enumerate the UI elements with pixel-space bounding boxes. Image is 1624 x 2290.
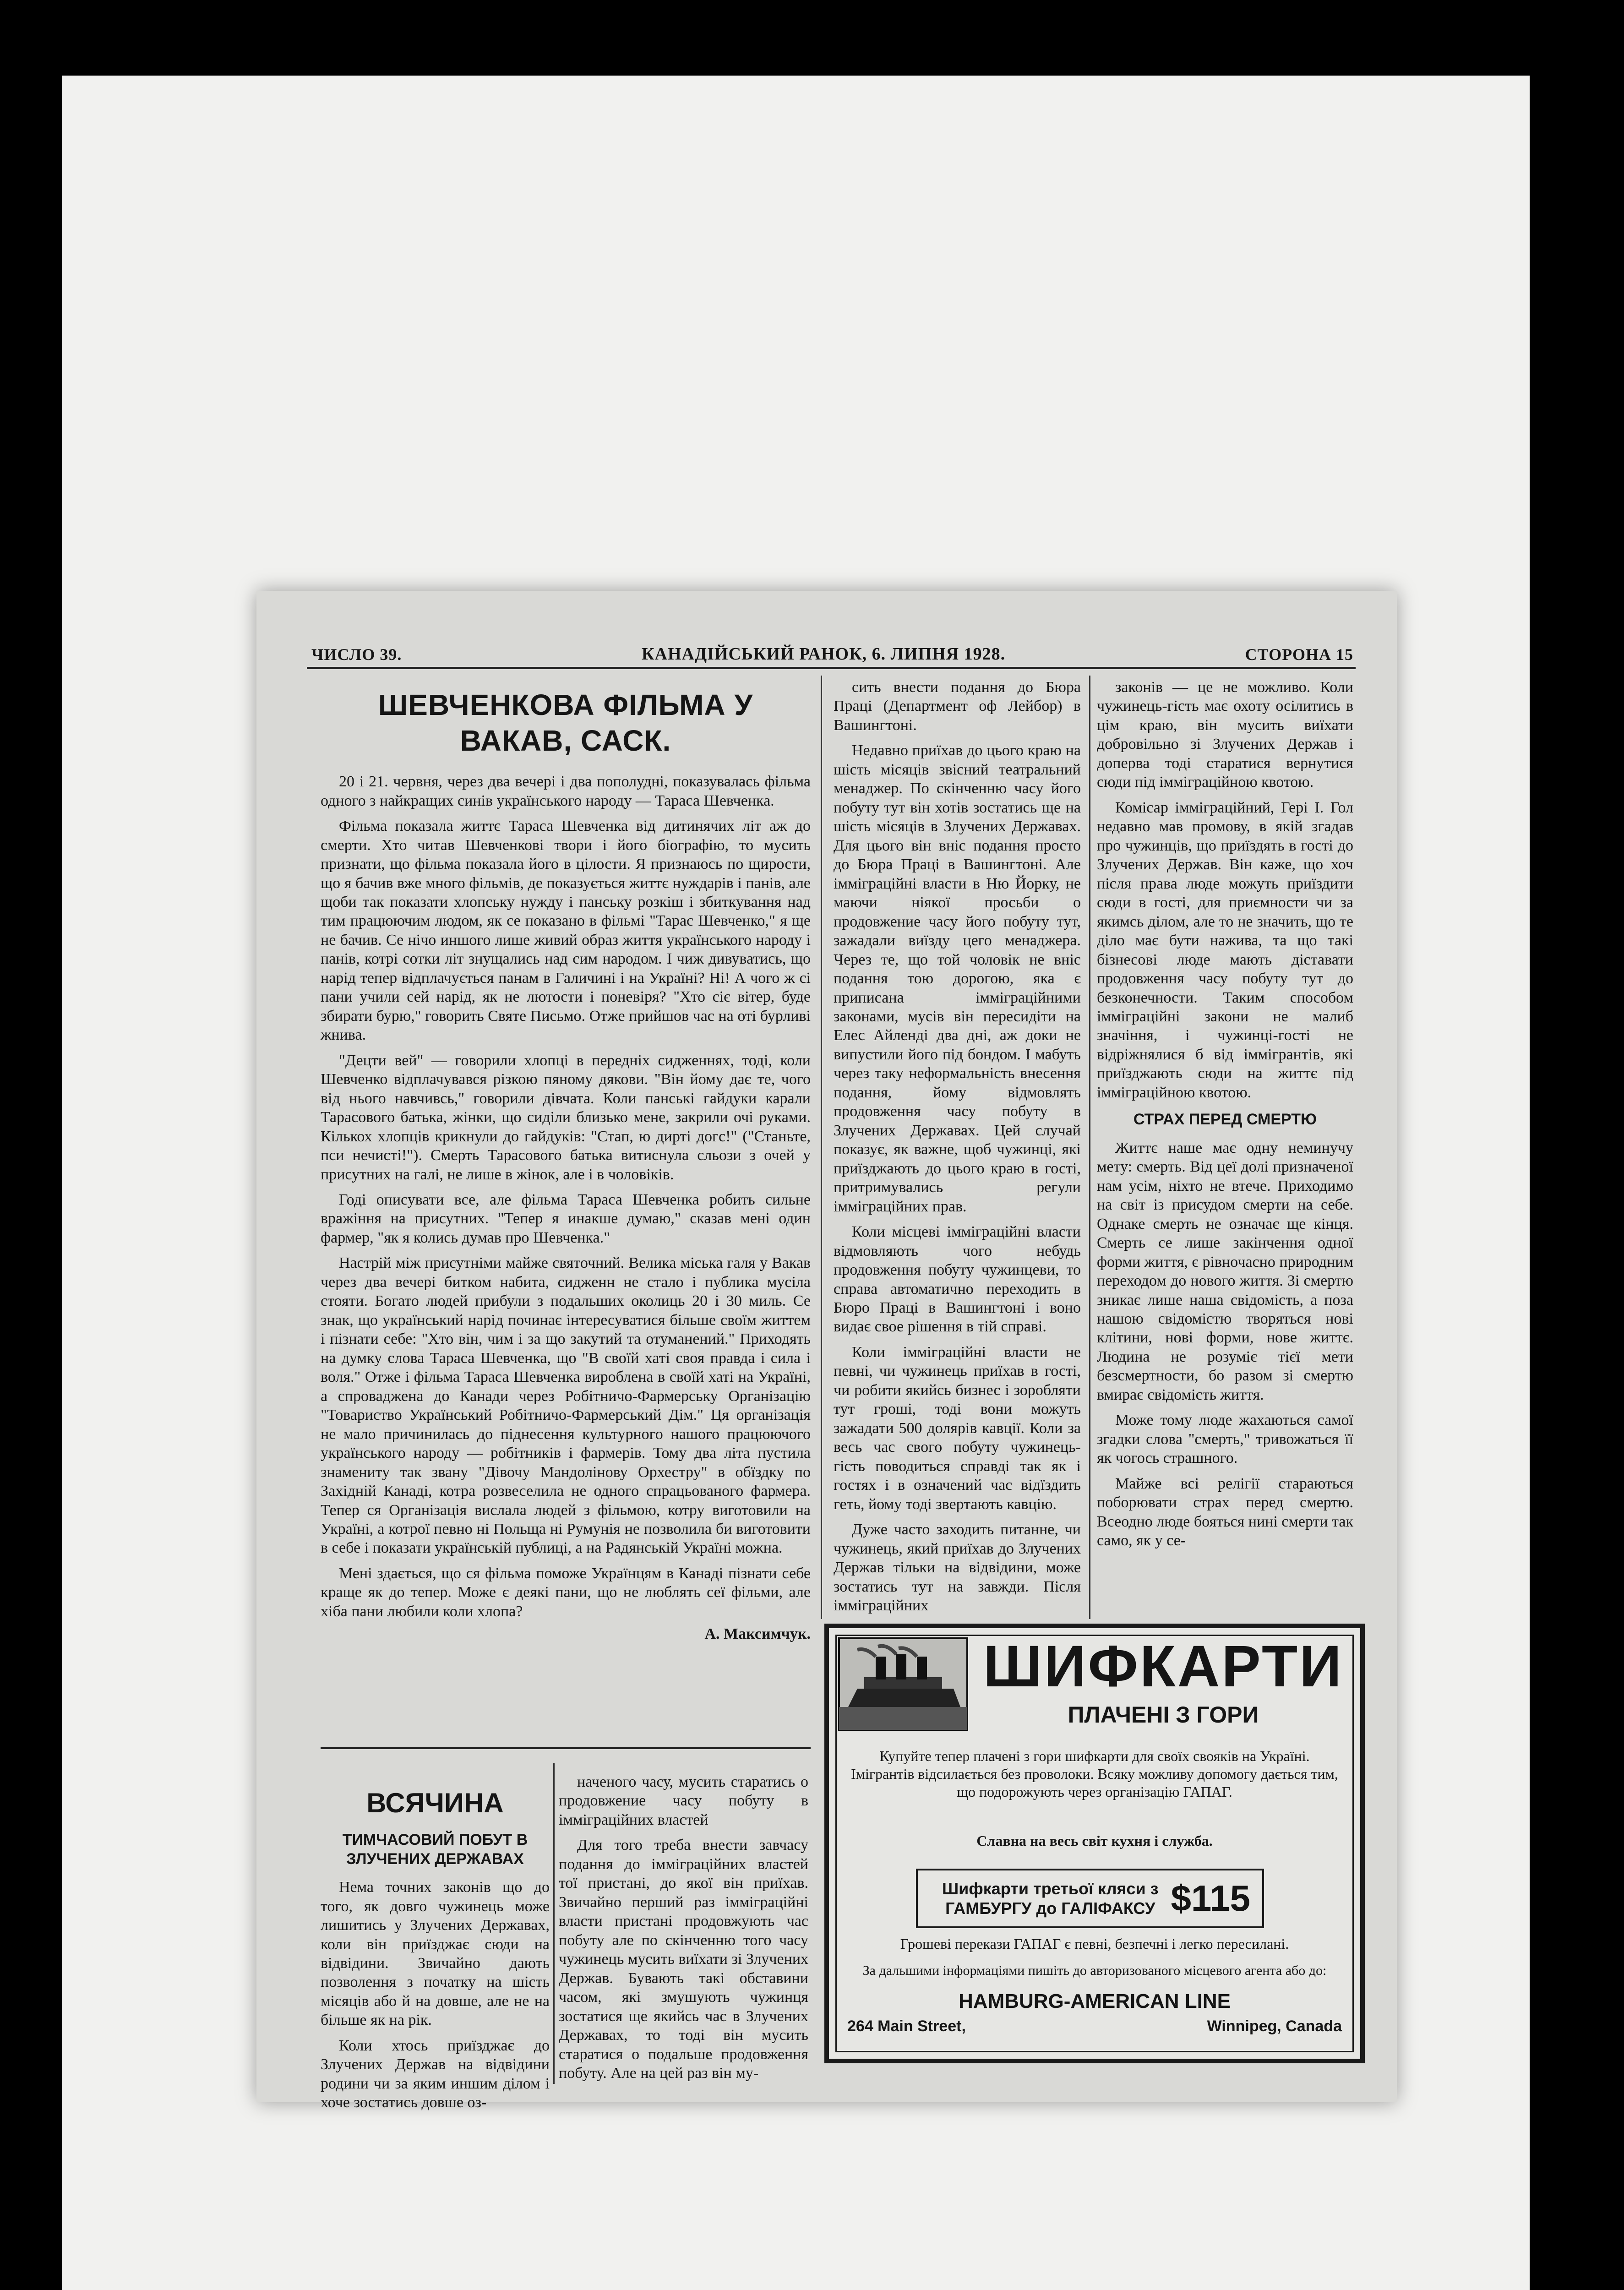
ad-price-box	[916, 1869, 1264, 1928]
ad-transfers-text: Грошеві перекази ГАПАГ є певні, безпечні і легко пересилані.	[900, 1936, 1289, 1952]
ad-subtitle: ПЛАЧЕНІ З ГОРИ	[1068, 1702, 1259, 1728]
ad-company: HAMBURG-AMERICAN LINE	[959, 1990, 1231, 2012]
paragraph: Дуже часто заходить питанне, чи чужинець, який приїхав до Злучених Держав тільки на відвідини, може зостатись тут на завжди. Після імміграційних	[834, 1521, 1081, 1614]
newspaper-page	[256, 591, 1397, 2111]
page-header	[311, 641, 1353, 664]
column-divider	[553, 1763, 555, 2084]
article-continuation-col3	[1097, 678, 1353, 1658]
paragraph: Комісар імміграційний, Гері І. Гол недавно мав промову, в якій згадав про чужинців, що приїздять в гості до Злучених Держав. Він каже, що хоч після права люде можуть приїздити сюди в гості, для приємности чи за якимсь ділом, але то не значить, що те діло має бути нажива, та що такі бізнесові люде мають діставати продовження часу побуту тут до безконечности. Таким способом імміграційні закони не малиб значіння, і чужинці-гості не відріжнялися б від іммігрантів, які приїзджають сюди на життє під імміграційною квотою.	[1097, 799, 1353, 1101]
paragraph: Для того треба внести завчасу подання до імміграційних властей тої пристані, до якої він приїхав. Звичайно перший раз імміграційні власти пристані продовжують час побуту але по скінченню того часу чужинець мусить виїхати зі Злучених Держав. Бувають такі обставини часом, які змушують чужинця зостатися ще якийсь час в Злучених Державах, то тоді він мусить старатися о подальше продовження побуту. Але на цей раз він му-	[559, 1837, 809, 2082]
article-title: ШЕВЧЕНКОВА ФІЛЬМА У ВАКАВ, САСК.	[378, 688, 753, 758]
paragraph: Коли хтось приїзджає до Злучених Держав на відвідини родини чи за яким иншим ділом і хоче зостатись довше оз-	[321, 2037, 550, 2111]
article-miscellany-continuation	[559, 1772, 808, 2093]
paragraph: Може тому люде жахаються самої згадки слова "смерть," тривожаться її як чогось страшного.	[1097, 1412, 1353, 1467]
ad-street: 264 Main Street,	[847, 2017, 966, 2035]
paragraph: Майже всі релігії стараються поборювати страх перед смертю. Всеодно люде бояться нині смерти так само, як у се-	[1097, 1475, 1353, 1549]
ad-price: $115	[1171, 1878, 1250, 1919]
paragraph: наченого часу, мусить старатись о продовжение часу побуту в імміграційних властей	[559, 1773, 808, 1828]
paragraph: Годі описувати все, але фільма Тараса Шевченка робить сильне вражіння на присутних. "Тепер я инакше думаю," сказав мені один фармер, "як я колись думав про Шевченка."	[321, 1191, 811, 1246]
ad-body-text: Купуйте тепер плачені з гори шифкарти для своїх свояків на Україні. Імігрантів відсилається без проволоки. Всяку можливу допомогу дається тим, що подорожують через організацію ГАПАГ.	[851, 1748, 1338, 1800]
header-rule	[307, 667, 1356, 669]
page-number: СТОРОНА 15	[1245, 645, 1353, 664]
ad-address	[847, 2017, 1342, 2035]
author-signature: А. Максимчук.	[704, 1625, 811, 1643]
ad-slogan: Славна на весь світ кухня і служба.	[976, 1832, 1213, 1849]
section-rule	[321, 1747, 811, 1749]
ad-title: ШИФКАРТИ	[983, 1634, 1344, 1699]
paragraph: Нема точних законів що до того, як довго чужинець може лишитись у Злучених Державах, коли він приїзджає сюди на відвідини. Звичайно дають позволення з початку на шість місяців або й на довше, але не на більше як на рік.	[321, 1879, 550, 2029]
masthead-date: КАНАДІЙСЬКИЙ РАНОК, 6. ЛИПНЯ 1928.	[641, 644, 1006, 664]
paragraph: законів — це не можливо. Коли чужинець-гість має охоту осілитись в цім краю, він мусить виїхати добровільно зі Злучених Держав і доперва тоді старатися вернутися сюди під імміграційною квотою.	[1097, 679, 1353, 791]
column-divider	[821, 676, 822, 1619]
paragraph: Фільма показала життє Тараса Шевченка від дитинячих літ аж до смерти. Хто читав Шевченкові твори і його біографію, то мусить признати, що фільма показала його в цілости. Я признаюсь по щирости, що я бачив вже много фільмів, де показується життє нуждарів і панів, але щоби так показати хлопську нужду і панську розкіш і збиткування над тим працюючим людом, як се показано в фільмі "Тарас Шевченко," я ще не бачив. Се нічо иншого лише живий образ життя українського народу і панів, котрі сотки літ знущались над сим народом. І чиж дивуватись, що нарід тепер відплачується панам в Галичині і на Україні? Ні! А чого ж сі пани учили сей нарід, як не лютости і поневіря? "Хто сіє вітер, буде збирати бурю," говорить Святе Письмо. Отже прийшов час на оті бурливі жнива.	[321, 818, 811, 1044]
paragraph: "Децти вей" — говорили хлопці в передніх сидженнях, тоді, коли Шевченко відплачувався різкою пяному дякови. "Він йому дає те, чого від нього навчивсь," говорили дівчата. Коли панські гайдуки карали Тарасового батька, жінки, що сиділи близько мене, закрили очі руками. Кількох хлопців крикнули до гайдуків: "Стап, ю дирті догс!" ("Станьте, пси нечисті!"). Смерть Тарасового батька витиснула сльози з очей у присутних на галі, не лише в жінок, але і в чоловіків.	[321, 1052, 811, 1183]
article-miscellany	[321, 1772, 550, 2111]
article-shevchenko	[321, 678, 811, 1841]
paragraph: Життє наше має одну неминучу мету: смерть. Від цеї долі призначеної нам усім, ніхто не втече. Приходимо на світ із присудом смерти на себе. Однаке смерть не означає ще кінця. Смерть се лише закінчення одної форми життя, є рівночасно природним переходом до нового життя. Зі смертю зникає лише наша свідомість, а поза нашою свідомістю творяться нові клітини, нові форми, нове життє. Людина не розуміє тієї мети безсмертности, бо разом зі смертю вмирає свідомість життя.	[1097, 1139, 1353, 1403]
issue-number: ЧИСЛО 39.	[311, 645, 402, 664]
ad-info-text: За дальшими інформаціями пишіть до авторизованого місцевого агента або до:	[862, 1963, 1327, 1978]
paragraph: Коли імміграційні власти не певні, чи чужинець приїхав в гості, чи робити якийсь бизнес і зоробляти тут гроші, тоді вони можуть зажадати 500 долярів кавції. Коли за весь час свого побуту чужинець-гість поводиться справді так як і гостях і в означений час відїздить геть, йому тоді звертають кавцію.	[834, 1343, 1081, 1513]
section-title-miscellany: ВСЯЧИНА	[366, 1788, 504, 1818]
paragraph: Недавно приїхав до цього краю на шість місяців звісний театральний менаджер. По скінченню часу його побуту тут він хотів зостатись ще на шість місяців в Злучених Державах. Для цього він вніс подання просто до Бюра Праці в Вашингтоні. Але імміграційні власти в Ню Йорку, не маючи ніякої просьби о продовжение часу його побуту тут, зажадали виїзду цего менаджера. Через те, що той чоловік не вніс подання тою дорогою, яка є приписана імміграційними законами, мусів він пересидіти на Елес Айленді два дні, аж доки не випустили його під бондом. І мабуть через таку неформальність внесення подання, йому відмовлять продовження часу побуту в Злучених Державах. Цей случай показує, як важне, щоб чужинці, які приїзджають до цього краю в гості, притримувались регули імміграційних прав.	[834, 742, 1081, 1215]
article-subtitle: ТИМЧАСОВИЙ ПОБУТ В ЗЛУЧЕНИХ ДЕРЖАВАХ	[342, 1831, 528, 1868]
paragraph: Мені здається, що ся фільма поможе Українцям в Канаді пізнати себе краще як до тепер. Може є деякі пани, що не люблять сеї фільми, але хіба пани любили коли хлопа?	[321, 1565, 811, 1620]
paragraph: сить внести подання до Бюра Праці (Департмент оф Лейбор) в Вашингтоні.	[834, 679, 1081, 734]
shipping-advertisement	[824, 1624, 1365, 2063]
steamship-icon	[839, 1638, 967, 1730]
column-divider	[1089, 676, 1090, 1619]
paragraph: 20 і 21. червня, через два вечері і два пополудні, показувалась фільма одного з найкращих синів українського народу — Тараса Шевченка.	[321, 773, 811, 809]
paragraph: Коли місцеві імміграційні власти відмовляють чого небудь продовження побуту чужинцеви, то справа автоматично переходить в Бюро Праці в Вашингтоні і воно видає свое рішення в тій справі.	[834, 1223, 1081, 1336]
article-continuation-col2	[834, 678, 1081, 1658]
section-title-death: СТРАХ ПЕРЕД СМЕРТЮ	[1133, 1111, 1317, 1129]
ad-city: Winnipeg, Canada	[1207, 2017, 1342, 2035]
ad-route-text: Шифкарти третьої кляси з ГАМБУРГУ до ГАЛІФАКСУ	[942, 1879, 1159, 1918]
paragraph: Настрій між присутніми майже святочний. Велика міська галя у Вакав через два вечері битком набита, сидженн не стало і публика мусіла стояти. Богато людей прибули з подальших околиць 20 і 30 миль. Се знак, що український нарід починає інтересуватися більше своїм життем і пізнати себе: "Хто він, чим і за що закутий та отуманений." Приходять на думку слова Тараса Шевченка, що "В своїй хаті своя правда і сила і воля." Отже і фільма Тараса Шевченка вироблена в своїй хаті на Україні, а спроваджена до Канади через Робітничо-Фармерську Організацію "Товариство Український Робітничо-Фармерський Дім." Ця організація не мало причинилась до піднесення культурного нашого працюючого українського народу — робітників і фармерів. Тому два літа пустила знамениту так звану "Дівочу Мандолінову Орхестру" в обїздку по Західній Канаді, котра розвеселила не одного спрацьованого фармера. Тепер ся Організація вислала людей з фільмою, котру виготовили на Україні, а котрої певно ні Польща ні Румунія не позволила би виготовити в себе і показати українській публиці, а на Радянській Україні можна.	[321, 1254, 811, 1557]
